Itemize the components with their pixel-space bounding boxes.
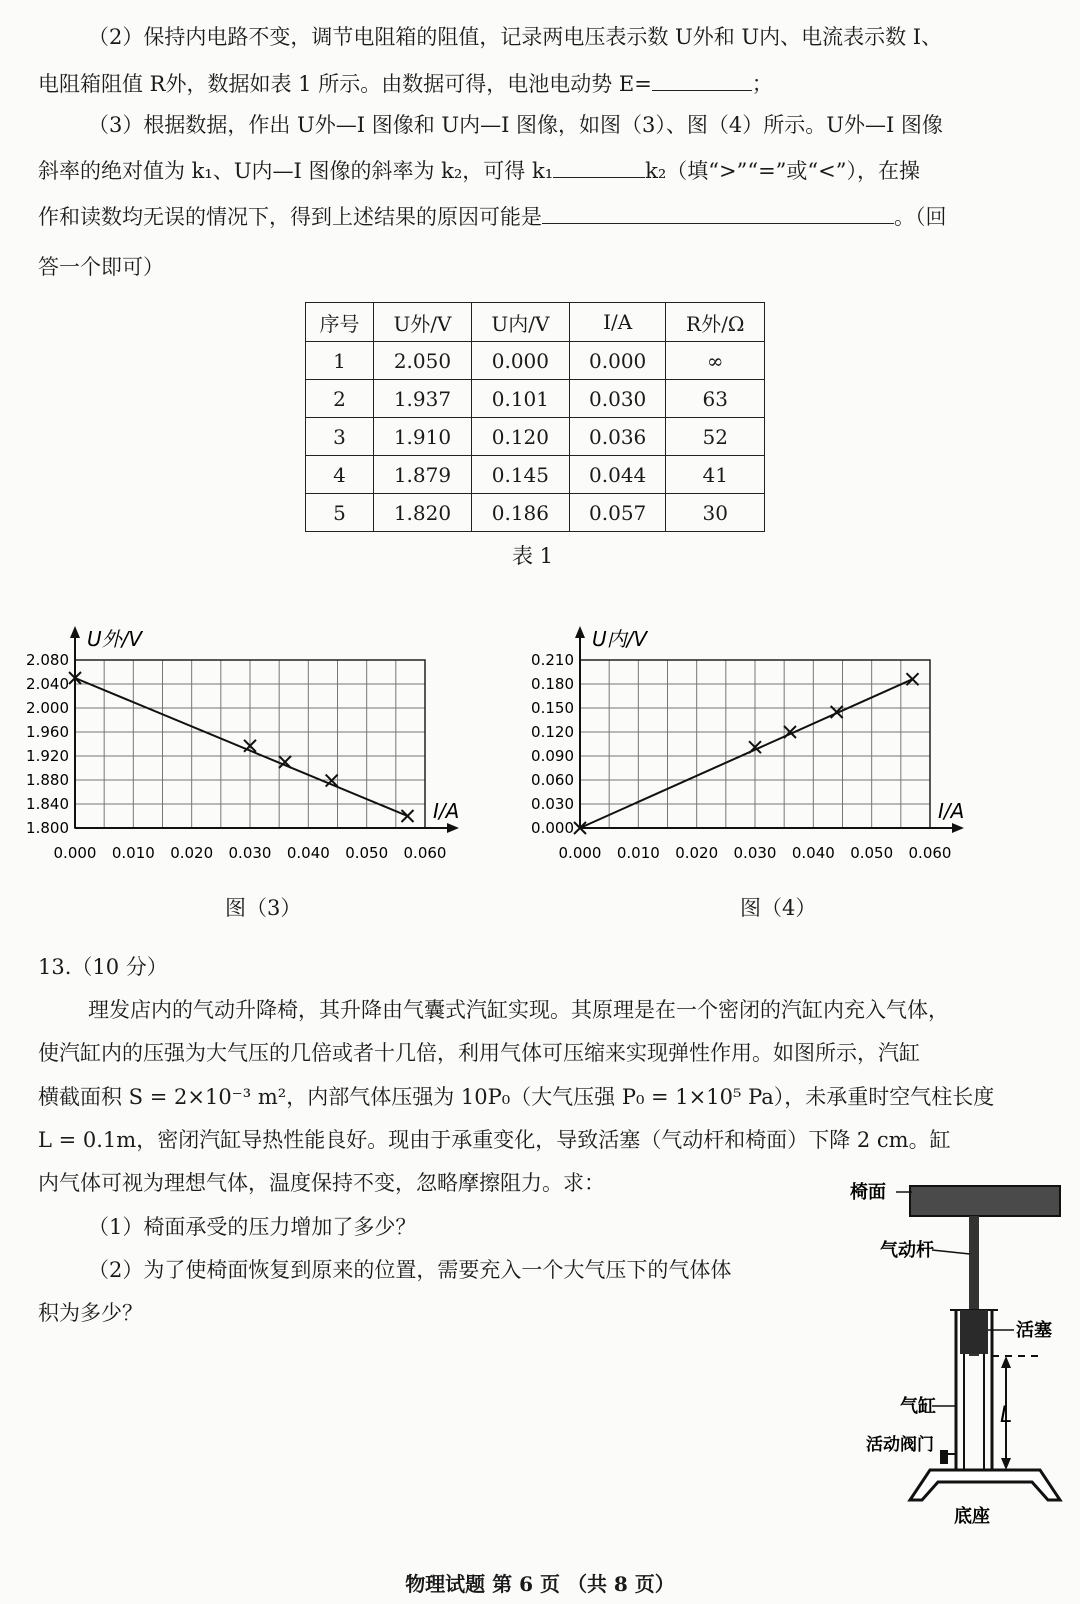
page-footer: 物理试题 第 6 页 （共 8 页） [405, 1572, 675, 1596]
length-label: L [1000, 1403, 1013, 1428]
table-cell: 52 [666, 418, 765, 456]
table-cell: ∞ [666, 342, 765, 380]
data-point [907, 673, 919, 685]
table-row [306, 418, 765, 456]
y-tick-label: 0.210 [531, 651, 574, 669]
table-cell: 1.820 [374, 494, 472, 532]
y-tick-label: 2.000 [26, 699, 69, 717]
q13-line5: 内气体可视为理想气体，温度保持不变，忽略摩擦阻力。求： [38, 1171, 605, 1195]
emf-blank[interactable] [652, 70, 752, 91]
x-tick-label: 0.010 [616, 844, 660, 862]
valve-label: 活动阀门 [866, 1435, 934, 1455]
table-cell: 0.186 [471, 494, 569, 532]
table-cell: 1 [306, 342, 374, 380]
table-cell: 0.000 [569, 342, 666, 380]
q13-sub2: （2）为了使椅面恢复到原来的位置，需要充入一个大气压下的气体体 [88, 1258, 732, 1282]
chair-diagram [850, 1170, 1070, 1550]
y-tick-label: 1.960 [26, 723, 69, 741]
y-tick-label: 0.150 [531, 699, 574, 717]
rod-leader [932, 1250, 970, 1254]
q12-part3-line3: 作和读数均无误的情况下，得到上述结果的原因可能是 。（回 [38, 205, 947, 229]
chart-caption-3: 图（3） [225, 896, 302, 920]
y-axis-label: U外/V [87, 627, 143, 651]
table-cell: 1.910 [374, 418, 472, 456]
table-header: R外/Ω [666, 303, 765, 342]
chart-caption-4: 图（4） [740, 896, 817, 920]
table-row [306, 494, 765, 532]
length-arrowhead-up [1001, 1356, 1011, 1368]
q13-line4: L = 0.1m，密闭汽缸导热性能良好。现由于承重变化，导致活塞（气动杆和椅面）下降 2 cm。缸 [38, 1128, 951, 1152]
q13-line2: 使汽缸内的压强为大气压的几倍或者十几倍，利用气体可压缩来实现弹性作用。如图所示，汽缸 [38, 1041, 920, 1065]
q12-part2-line1: （2）保持内电路不变，调节电阻箱的阻值，记录两电压表示数 U外和 U内、电流表示数 I、 [88, 25, 943, 49]
table-cell: 0.030 [569, 380, 666, 418]
table-cell: 0.101 [471, 380, 569, 418]
table-cell: 41 [666, 456, 765, 494]
q13-line1: 理发店内的气动升降椅，其升降由气囊式汽缸实现。其原理是在一个密闭的汽缸内充入气体， [88, 998, 949, 1022]
valve-shape [940, 1450, 948, 1464]
y-tick-label: 0.180 [531, 675, 574, 693]
base-label: 底座 [954, 1506, 990, 1527]
table-header: I/A [569, 303, 666, 342]
table-row [306, 380, 765, 418]
x-axis-label: I/A [433, 799, 460, 823]
x-tick-label: 0.000 [558, 844, 602, 862]
table-header: 序号 [306, 303, 374, 342]
table-cell: 0.145 [471, 456, 569, 494]
table-cell: 1.879 [374, 456, 472, 494]
table-cell: 3 [306, 418, 374, 456]
table-cell: 0.036 [569, 418, 666, 456]
y-tick-label: 1.800 [26, 819, 69, 837]
x-tick-label: 0.020 [675, 844, 719, 862]
table-cell: 0.120 [471, 418, 569, 456]
y-tick-label: 0.090 [531, 747, 574, 765]
seat-shape [910, 1186, 1060, 1216]
x-axis-label: I/A [938, 799, 965, 823]
table-header: U内/V [471, 303, 569, 342]
q13-heading: 13.（10 分） [38, 955, 168, 979]
y-tick-label: 2.080 [26, 651, 69, 669]
x-axis-arrow [952, 823, 964, 833]
y-tick-label: 1.920 [26, 747, 69, 765]
x-tick-label: 0.040 [791, 844, 835, 862]
q13-sub2-cont: 积为多少？ [38, 1301, 143, 1325]
x-tick-label: 0.020 [170, 844, 214, 862]
piston-shape [960, 1310, 988, 1354]
cylinder-label: 气缸 [900, 1396, 936, 1417]
rod-label: 气动杆 [880, 1240, 934, 1261]
table-cell: 2 [306, 380, 374, 418]
y-tick-label: 0.030 [531, 795, 574, 813]
table-cell: 5 [306, 494, 374, 532]
table-header: U外/V [374, 303, 472, 342]
chart-u-in-vs-i [520, 610, 1040, 880]
y-tick-label: 1.840 [26, 795, 69, 813]
q12-part2-line2: 电阻箱阻值 R外，数据如表 1 所示。由数据可得，电池电动势 E= ； [38, 72, 773, 96]
table-cell: 2.050 [374, 342, 472, 380]
data-point [402, 810, 414, 822]
q13-sub1: （1）椅面承受的压力增加了多少？ [88, 1215, 417, 1239]
x-tick-label: 0.000 [53, 844, 97, 862]
y-tick-label: 0.060 [531, 771, 574, 789]
q12-part3-line4: 答一个即可） [38, 255, 164, 279]
x-tick-label: 0.050 [850, 844, 894, 862]
y-axis-label: U内/V [592, 627, 648, 651]
table-caption: 表 1 [512, 544, 554, 568]
y-axis-arrow [575, 626, 585, 638]
seat-label: 椅面 [850, 1182, 886, 1203]
table-cell: 0.000 [471, 342, 569, 380]
fit-line [75, 678, 408, 816]
y-tick-label: 2.040 [26, 675, 69, 693]
compare-blank[interactable] [553, 157, 645, 178]
length-arrowhead-down [1001, 1458, 1011, 1470]
x-tick-label: 0.060 [908, 844, 952, 862]
y-tick-label: 0.120 [531, 723, 574, 741]
q12-part3-line1: （3）根据数据，作出 U外—I 图像和 U内—I 图像，如图（3）、图（4）所示。U外—I 图像 [88, 113, 943, 137]
y-tick-label: 0.000 [531, 819, 574, 837]
y-axis-arrow [70, 626, 80, 638]
reason-blank[interactable] [542, 203, 894, 224]
x-axis-arrow [447, 823, 459, 833]
x-tick-label: 0.030 [733, 844, 777, 862]
x-tick-label: 0.050 [345, 844, 389, 862]
x-tick-label: 0.040 [286, 844, 330, 862]
table-cell: 4 [306, 456, 374, 494]
data-table [305, 302, 765, 532]
x-tick-label: 0.030 [228, 844, 272, 862]
x-tick-label: 0.010 [111, 844, 155, 862]
table-cell: 1.937 [374, 380, 472, 418]
table-row [306, 342, 765, 380]
fit-line [580, 679, 913, 828]
base-shape [910, 1470, 1060, 1500]
q12-part3-line2: 斜率的绝对值为 k₁、U内—I 图像的斜率为 k₂，可得 k₁ k₂（填“>”“=”或“<”），在操 [38, 159, 920, 183]
table-header-row [306, 303, 765, 342]
table-cell: 30 [666, 494, 765, 532]
table-cell: 63 [666, 380, 765, 418]
table-row [306, 456, 765, 494]
x-tick-label: 0.060 [403, 844, 447, 862]
piston-label: 活塞 [1016, 1320, 1052, 1341]
y-tick-label: 1.880 [26, 771, 69, 789]
q13-line3: 横截面积 S = 2×10⁻³ m²，内部气体压强为 10P₀（大气压强 P₀ = 1×10⁵ Pa），未承重时空气柱长度 [38, 1085, 995, 1109]
table-cell: 0.057 [569, 494, 666, 532]
table-cell: 0.044 [569, 456, 666, 494]
chart-u-out-vs-i [0, 610, 520, 880]
